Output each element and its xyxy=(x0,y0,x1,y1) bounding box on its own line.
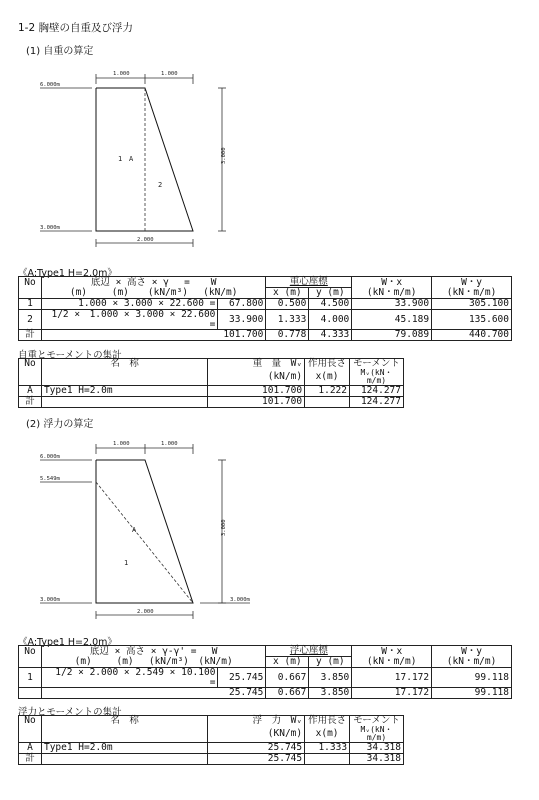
level-top: 6.000m xyxy=(40,454,60,460)
summary-header-weight: 浮 力 Wᵥ xyxy=(208,716,305,727)
header-formula-units: (m) (m) (kN/m³) (kN/m) xyxy=(41,657,265,668)
buoyancy-type-label: 《A:Type1 H=2.0m》 xyxy=(18,637,117,648)
header-x: x (m) xyxy=(266,657,309,668)
header-no: No xyxy=(19,277,42,288)
level-bottom: 3.000m xyxy=(40,597,60,603)
header-formula: 底辺 × 高さ × γ = W xyxy=(41,277,265,288)
dim-top-right: 1.000 xyxy=(161,441,178,447)
summary-header-weight: 重 量 Wᵥ xyxy=(208,359,305,370)
buoyancy-heading: (2) 浮力の算定 xyxy=(26,419,94,430)
summary-header-no: No xyxy=(19,359,42,370)
header-wy-unit: (kN・m/m) xyxy=(432,288,512,299)
self-weight-summary-title: 自重とモーメントの集計 xyxy=(18,350,122,361)
header-wx-unit: (kN・m/m) xyxy=(352,657,432,668)
summary-header-name: 名 称 xyxy=(41,359,207,370)
dim-top-left: 1.000 xyxy=(113,441,130,447)
dim-height: 3.000 xyxy=(221,519,227,536)
table-total-row: 25.745 0.667 3.850 17.172 99.118 xyxy=(19,688,512,699)
region-label-a: A xyxy=(129,155,134,163)
buoyancy-summary-table xyxy=(18,715,404,765)
table-total-row: 計 101.700 124.277 xyxy=(19,397,404,408)
region-label-2: 2 xyxy=(158,181,163,189)
header-y: y (m) xyxy=(309,288,352,299)
buoyancy-summary-title: 浮力とモーメントの集計 xyxy=(18,707,122,718)
dim-bottom: 2.000 xyxy=(137,609,154,615)
dim-height: 3.000 xyxy=(221,147,227,164)
header-centroid: 浮心座標 xyxy=(266,646,352,657)
header-wy: W・y xyxy=(432,277,512,288)
level-water: 5.549m xyxy=(40,476,60,482)
dim-top-right: 1.000 xyxy=(161,71,178,77)
summary-header-weight-unit: (KN/m) xyxy=(208,726,305,743)
header-no: No xyxy=(19,646,42,657)
self-weight-summary-table xyxy=(18,358,404,408)
section-title: 1-2 胸壁の自重及び浮力 xyxy=(18,22,133,34)
header-y: y (m) xyxy=(309,657,352,668)
buoyancy-table xyxy=(18,645,512,699)
header-wx-unit: (kN・m/m) xyxy=(352,288,432,299)
header-x: x (m) xyxy=(266,288,309,299)
header-formula: 底辺 × 高さ × γ-γ' = W xyxy=(41,646,265,657)
header-wy-unit: (kN・m/m) xyxy=(432,657,512,668)
summary-header-name: 名 称 xyxy=(41,716,207,727)
buoyancy-diagram xyxy=(0,436,539,626)
header-formula-units: (m) (m) (kN/m³) (kN/m) xyxy=(41,288,265,299)
region-label-a: A xyxy=(132,526,137,534)
table-row: A Type1 H=2.0m 101.700 1.222 124.277 xyxy=(19,386,404,397)
self-weight-type-label: 《A:Type1 H=2.0m》 xyxy=(18,268,117,279)
region-label-1: 1 xyxy=(124,559,129,567)
header-wx: W・x xyxy=(352,277,432,288)
self-weight-table xyxy=(18,276,512,341)
table-row: 1 1/2 × 2.000 × 2.549 × 10.100 = 25.745 0.667 3.850 17.172 99.118 xyxy=(19,668,512,688)
table-row: A Type1 H=2.0m 25.745 1.333 34.318 xyxy=(19,743,404,754)
summary-header-moment-unit: Mᵥ(kN・m/m) xyxy=(350,726,404,743)
header-wy: W・y xyxy=(432,646,512,657)
summary-header-no: No xyxy=(19,716,42,727)
level-top: 6.000m xyxy=(40,82,60,88)
summary-header-moment-unit: Mᵥ(kN・m/m) xyxy=(350,369,404,386)
table-total-row: 計 25.745 34.318 xyxy=(19,754,404,765)
table-row: 2 1/2 × 1.000 × 3.000 × 22.600 = 33.900 1.333 4.000 45.189 135.600 xyxy=(19,310,512,330)
level-bottom: 3.000m xyxy=(40,225,60,231)
dim-top-left: 1.000 xyxy=(113,71,130,77)
level-bottom-right: 3.000m xyxy=(230,597,250,603)
summary-header-arm: 作用長さ xyxy=(305,716,350,727)
table-total-row: 計 101.700 0.778 4.333 79.089 440.700 xyxy=(19,330,512,341)
summary-header-moment: モーメント xyxy=(350,716,404,727)
summary-header-arm: 作用長さ xyxy=(305,359,350,370)
summary-header-arm-unit: x(m) xyxy=(305,726,350,743)
self-weight-heading: (1) 自重の算定 xyxy=(26,46,94,57)
table-row: 1 1.000 × 3.000 × 22.600 = 67.800 0.500 4.500 33.900 305.100 xyxy=(19,299,512,310)
summary-header-arm-unit: x(m) xyxy=(305,369,350,386)
summary-header-moment: モーメント xyxy=(350,359,404,370)
region-label-1: 1 xyxy=(118,155,123,163)
dim-bottom: 2.000 xyxy=(137,237,154,243)
self-weight-diagram xyxy=(0,60,539,260)
summary-header-weight-unit: (kN/m) xyxy=(208,369,305,386)
header-wx: W・x xyxy=(352,646,432,657)
header-centroid: 重心座標 xyxy=(266,277,352,288)
